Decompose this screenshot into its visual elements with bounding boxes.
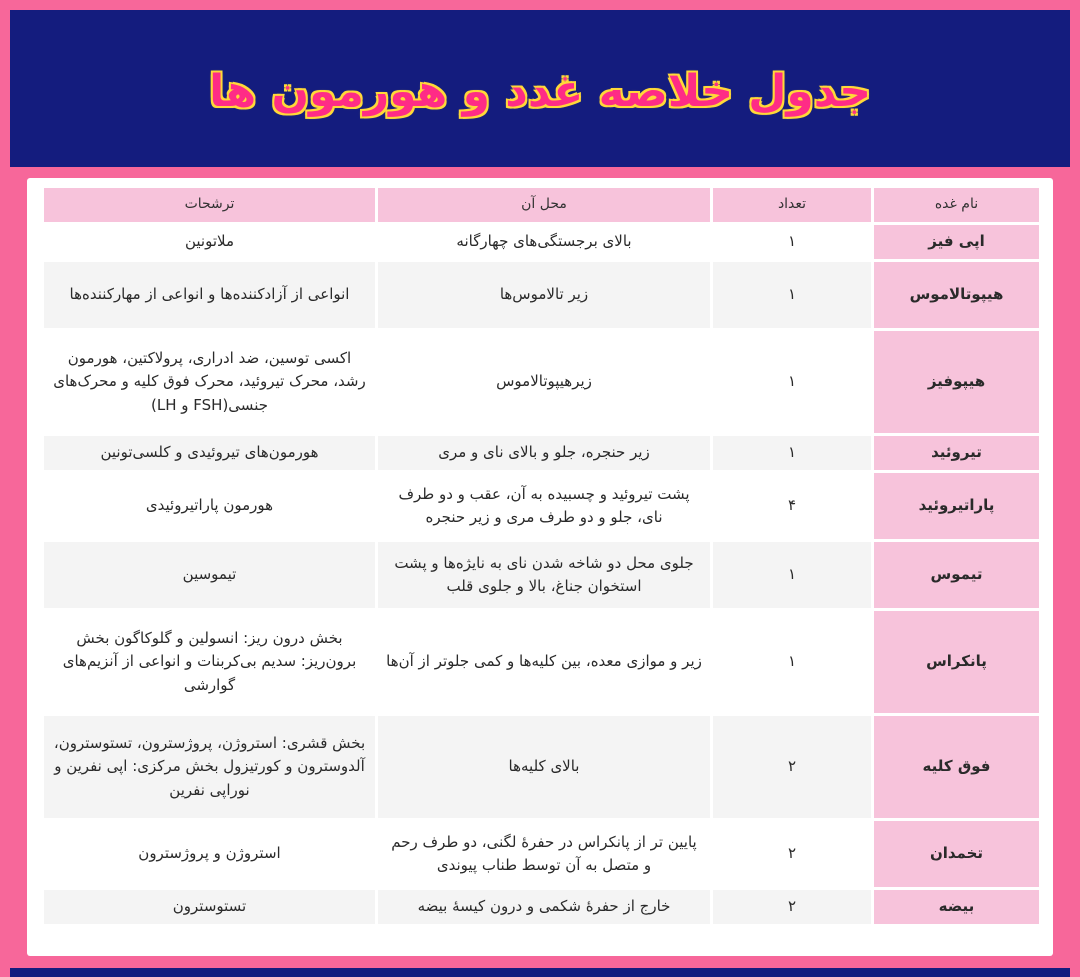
table-row — [44, 821, 1039, 887]
gland-location: زیرهیپوتالاموس — [378, 331, 710, 433]
header-secretions: ترشحات — [44, 188, 375, 222]
gland-secretions: بخش درون ریز: انسولین و گلوکاگون بخش برون‌ریز: سدیم بی‌کربنات و انواعی از آنزیم‌های گوارشی — [44, 611, 375, 713]
gland-count: ۱ — [713, 225, 871, 259]
gland-location: پشت تیروئید و چسبیده به آن، عقب و دو طرف نای، جلو و دو طرف مری و زیر حنجره — [378, 473, 710, 539]
table-row — [44, 436, 1039, 470]
title-banner — [10, 10, 1070, 167]
gland-count: ۴ — [713, 473, 871, 539]
table-header-row — [44, 188, 1039, 222]
gland-count: ۲ — [713, 716, 871, 818]
gland-name: فوق کلیه — [874, 716, 1039, 818]
gland-name: پانکراس — [874, 611, 1039, 713]
table-panel — [27, 178, 1053, 956]
gland-count: ۱ — [713, 262, 871, 328]
gland-name: هیپوتالاموس — [874, 262, 1039, 328]
gland-count: ۱ — [713, 611, 871, 713]
table-row — [44, 890, 1039, 924]
gland-count: ۲ — [713, 821, 871, 887]
gland-name: تخمدان — [874, 821, 1039, 887]
gland-name: بیضه — [874, 890, 1039, 924]
table-row — [44, 473, 1039, 539]
gland-count: ۲ — [713, 890, 871, 924]
table-row — [44, 716, 1039, 818]
gland-location: بالای برجستگی‌های چهارگانه — [378, 225, 710, 259]
gland-secretions: استروژن و پروژسترون — [44, 821, 375, 887]
gland-secretions: تیموسین — [44, 542, 375, 608]
gland-location: زیر تالاموس‌ها — [378, 262, 710, 328]
gland-count: ۱ — [713, 542, 871, 608]
glands-table — [41, 185, 1042, 927]
gland-location: پایین تر از پانکراس در حفرهٔ لگنی، دو طرف رحم و متصل به آن توسط طناب پیوندی — [378, 821, 710, 887]
gland-name: تیروئید — [874, 436, 1039, 470]
gland-location: زیر حنجره، جلو و بالای نای و مری — [378, 436, 710, 470]
gland-location: زیر و موازی معده، بین کلیه‌ها و کمی جلوتر از آن‌ها — [378, 611, 710, 713]
header-gland-name: نام غده — [874, 188, 1039, 222]
gland-count: ۱ — [713, 331, 871, 433]
gland-secretions: اکسی توسین، ضد ادراری، پرولاکتین، هورمون رشد، محرک تیروئید، محرک فوق کلیه و محرک‌های جنسی(FSH و LH) — [44, 331, 375, 433]
gland-secretions: هورمون پاراتیروئیدی — [44, 473, 375, 539]
gland-name: پاراتیروئید — [874, 473, 1039, 539]
gland-secretions: تستوسترون — [44, 890, 375, 924]
page-title: جدول خلاصه غدد و هورمون ها — [209, 66, 871, 117]
gland-secretions: ملاتونین — [44, 225, 375, 259]
header-count: تعداد — [713, 188, 871, 222]
table-row — [44, 542, 1039, 608]
table-row — [44, 262, 1039, 328]
table-row — [44, 611, 1039, 713]
gland-location: خارج از حفرهٔ شکمی و درون کیسهٔ بیضه — [378, 890, 710, 924]
bottom-bar — [10, 968, 1070, 977]
gland-secretions: انواعی از آزادکننده‌ها و انواعی از مهارکننده‌ها — [44, 262, 375, 328]
gland-secretions: هورمون‌های تیروئیدی و کلسی‌تونین — [44, 436, 375, 470]
table-row — [44, 331, 1039, 433]
header-location: محل آن — [378, 188, 710, 222]
gland-secretions: بخش قشری: استروژن، پروژسترون، تستوسترون، آلدوسترون و کورتیزول بخش مرکزی: اپی نفرین و نوراپی نفرین — [44, 716, 375, 818]
gland-count: ۱ — [713, 436, 871, 470]
gland-location: بالای کلیه‌ها — [378, 716, 710, 818]
gland-name: اپی فیز — [874, 225, 1039, 259]
gland-location: جلوی محل دو شاخه شدن نای به نایژه‌ها و پشت استخوان جناغ، بالا و جلوی قلب — [378, 542, 710, 608]
gland-name: هیپوفیز — [874, 331, 1039, 433]
gland-name: تیموس — [874, 542, 1039, 608]
table-row — [44, 225, 1039, 259]
